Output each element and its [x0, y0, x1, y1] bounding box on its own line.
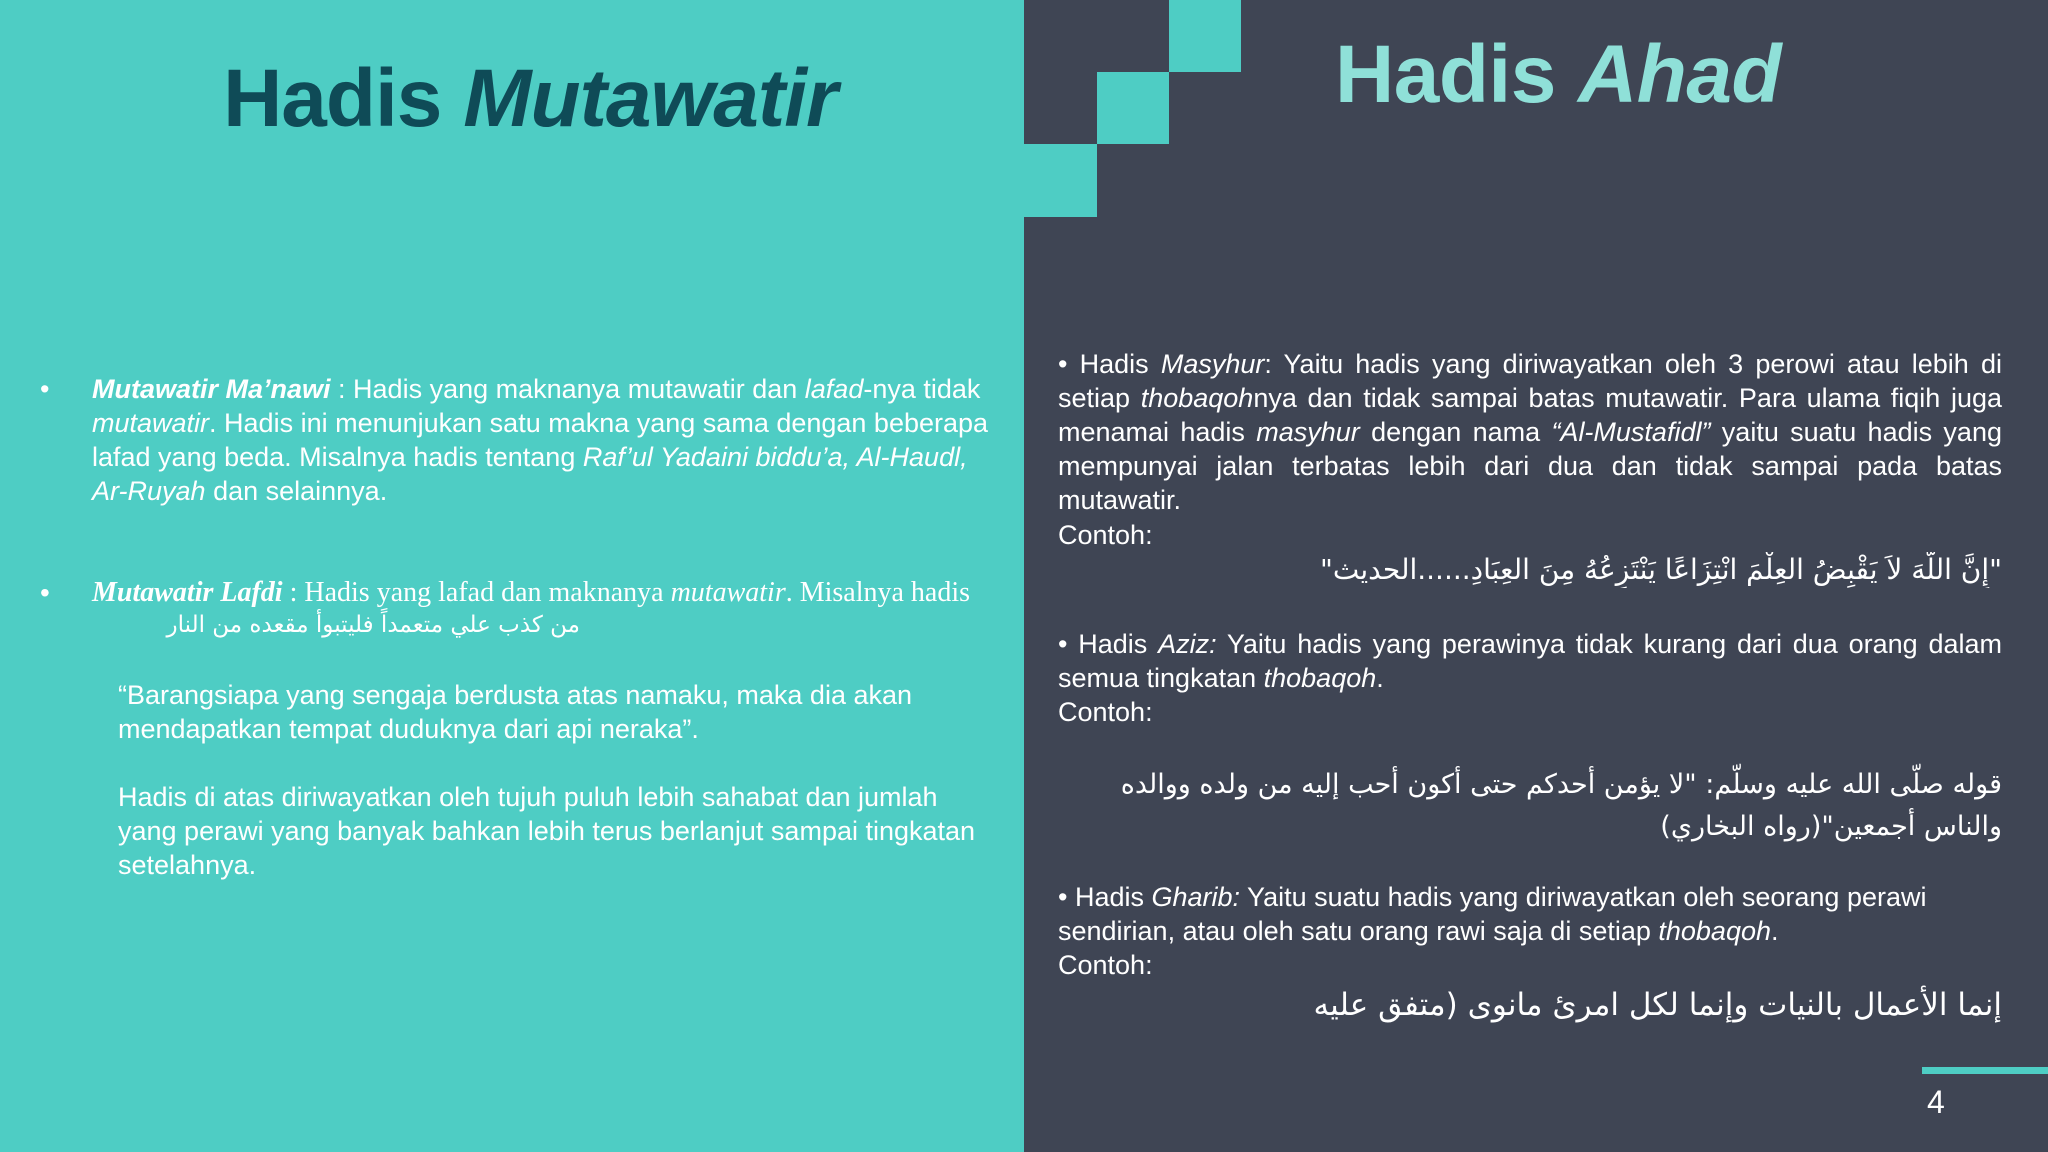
- bullet-hadis-masyhur: • Hadis Masyhur: Yaitu hadis yang diriwayatkan oleh 3 perowi atau lebih di setiap thobaqohnya dan tidak sampai batas mutawatir. Para ulama fiqih juga menamai hadis masyhur dengan nama “Al-Mustafidl” yaitu suatu hadis yang mempunyai jalan terbatas lebih dari dua dan tidak sampai pada batas mutawatir.: [1058, 349, 2002, 515]
- masyhur-example-label: Contoh:: [1058, 520, 1153, 550]
- checker-square: [1169, 0, 1241, 72]
- arabic-masyhur-example: "إِنَّ اللَّهَ لاَ يَقْبِضُ العِلْمَ انْتِزَاعًا يَنْتَزِعُهُ مِنَ العِبَادِ......الحديث": [1320, 553, 2002, 586]
- bullet-mutawatir-lafdi: • Mutawatir Lafdi : Hadis yang lafad dan maknanya mutawatir. Misalnya hadis: [40, 577, 971, 608]
- arabic-lafdi-example: من كذب علي متعمداً فليتبوأ مقعده من النار: [166, 612, 580, 638]
- gharib-example-label: Contoh:: [1058, 950, 1153, 980]
- bullet-hadis-gharib: • Hadis Gharib: Yaitu suatu hadis yang diriwayatkan oleh seorang perawi sendirian, atau oleh satu orang rawi saja di setiap thobaqoh.: [1058, 882, 1927, 946]
- page-number: 4: [1927, 1084, 1945, 1120]
- mutawatir-note: Hadis di atas diriwayatkan oleh tujuh puluh lebih sahabat dan jumlah yang perawi yang banyak bahkan lebih terus berlanjut sampai tingkatan setelahnya.: [118, 782, 976, 880]
- bullet-mutawatir-manawi: • Mutawatir Ma’nawi : Hadis yang maknanya mutawatir dan lafad-nya tidak mutawatir. Hadis ini menunjukan satu makna yang sama dengan beberapa lafad yang beda. Misalnya hadis tentang Raf’ul Yadaini biddu’a, Al-Haudl, Ar-Ruyah dan selainnya.: [40, 374, 989, 506]
- checker-square: [1097, 0, 1169, 72]
- arabic-gharib-example: إنما الأعمال بالنيات وإنما لكل امرئ مانوى (متفق عليه: [1313, 987, 2002, 1023]
- right-title: Hadis Ahad: [1335, 29, 1782, 120]
- arabic-aziz-example: قوله صلّى الله عليه وسلّم: "لا يؤمن أحدكم حتى أكون أحب إليه من ولده ووالده والناس أجمعين"(رواه البخاري): [1120, 769, 2002, 842]
- quote-translation: “Barangsiapa yang sengaja berdusta atas namaku, maka dia akan mendapatkan tempat duduknya dari api neraka”.: [118, 680, 913, 744]
- aziz-example-label: Contoh:: [1058, 697, 1153, 727]
- bullet-hadis-aziz: • Hadis Aziz: Yaitu hadis yang perawinya tidak kurang dari dua orang dalam semua tingkatan thobaqoh.: [1058, 629, 2002, 693]
- checker-square: [1024, 144, 1097, 217]
- checker-square: [1097, 72, 1169, 144]
- left-title: Hadis Mutawatir: [223, 53, 837, 144]
- accent-line: [1922, 1067, 2048, 1074]
